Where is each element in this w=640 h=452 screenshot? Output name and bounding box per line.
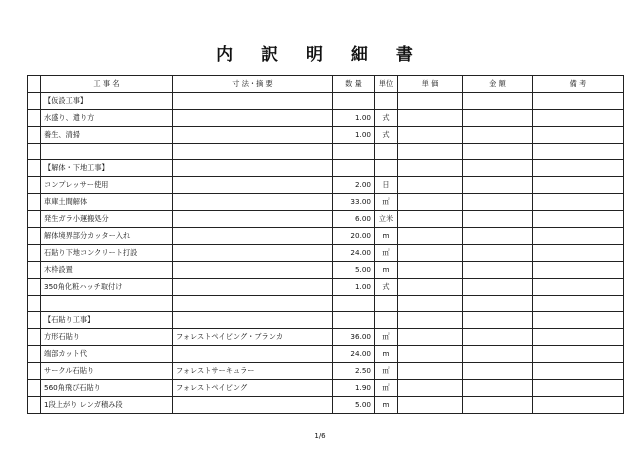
table-row	[28, 312, 624, 329]
remarks-cell	[533, 380, 624, 397]
remarks-cell	[533, 211, 624, 228]
table-row	[28, 177, 624, 194]
table-row	[28, 329, 624, 346]
spec-cell	[173, 346, 333, 363]
amount-cell	[463, 160, 533, 177]
table-row	[28, 346, 624, 363]
unit-cell: 式	[375, 279, 398, 296]
remarks-cell	[533, 194, 624, 211]
spec-cell: フォレストペイビング	[173, 380, 333, 397]
spec-cell	[173, 177, 333, 194]
work-name-cell: 水盛り、遣り方	[41, 110, 173, 127]
quantity-cell: 36.00	[333, 329, 375, 346]
amount-cell	[463, 262, 533, 279]
amount-cell	[463, 194, 533, 211]
remarks-cell	[533, 279, 624, 296]
amount-cell	[463, 127, 533, 144]
header-row	[28, 76, 624, 93]
amount-cell	[463, 296, 533, 312]
quantity-cell: 6.00	[333, 211, 375, 228]
unit-cell: ㎡	[375, 194, 398, 211]
unit-price-cell	[398, 144, 463, 160]
amount-cell	[463, 397, 533, 414]
work-name-cell: 【石貼り工事】	[41, 312, 173, 329]
unit-price-cell	[398, 110, 463, 127]
quantity-cell: 24.00	[333, 245, 375, 262]
row-blank-cell	[28, 194, 41, 211]
table-row	[28, 279, 624, 296]
row-blank-cell	[28, 127, 41, 144]
unit-price-cell	[398, 160, 463, 177]
table-row	[28, 228, 624, 245]
unit-cell: ㎡	[375, 245, 398, 262]
unit-cell: ㎡	[375, 329, 398, 346]
quantity-cell: 33.00	[333, 194, 375, 211]
remarks-cell	[533, 262, 624, 279]
row-blank-cell	[28, 93, 41, 110]
table-row	[28, 211, 624, 228]
row-blank-cell	[28, 262, 41, 279]
table-row	[28, 160, 624, 177]
work-name-cell: 【解体・下地工事】	[41, 160, 173, 177]
spec-cell	[173, 397, 333, 414]
row-blank-cell	[28, 245, 41, 262]
work-name-cell: 350角化粧ハッチ取付け	[41, 279, 173, 296]
unit-cell: 日	[375, 177, 398, 194]
page-number: 1/6	[314, 432, 326, 440]
unit-cell: ㎡	[375, 380, 398, 397]
work-name-cell	[41, 296, 173, 312]
work-name-cell: 発生ガラ小運搬処分	[41, 211, 173, 228]
amount-cell	[463, 279, 533, 296]
quantity-cell	[333, 312, 375, 329]
quantity-cell: 20.00	[333, 228, 375, 245]
remarks-cell	[533, 346, 624, 363]
unit-price-cell	[398, 245, 463, 262]
unit-cell: 立米	[375, 211, 398, 228]
estimate-table	[27, 75, 624, 414]
spec-cell	[173, 279, 333, 296]
spec-cell	[173, 296, 333, 312]
table-row	[28, 110, 624, 127]
quantity-cell	[333, 144, 375, 160]
amount-cell	[463, 312, 533, 329]
spec-cell	[173, 211, 333, 228]
amount-cell	[463, 211, 533, 228]
remarks-cell	[533, 312, 624, 329]
row-blank-cell	[28, 312, 41, 329]
row-blank-cell	[28, 346, 41, 363]
work-name-cell: サークル石貼り	[41, 363, 173, 380]
row-blank-cell	[28, 211, 41, 228]
unit-cell: 式	[375, 127, 398, 144]
unit-price-cell	[398, 177, 463, 194]
amount-cell	[463, 144, 533, 160]
amount-cell	[463, 363, 533, 380]
row-blank-cell	[28, 296, 41, 312]
spec-cell	[173, 144, 333, 160]
row-blank-cell	[28, 110, 41, 127]
header-remarks: 備 考	[533, 76, 624, 93]
row-blank-cell	[28, 228, 41, 245]
quantity-cell: 1.90	[333, 380, 375, 397]
amount-cell	[463, 93, 533, 110]
unit-price-cell	[398, 397, 463, 414]
row-blank-cell	[28, 397, 41, 414]
spec-cell	[173, 228, 333, 245]
unit-price-cell	[398, 228, 463, 245]
unit-price-cell	[398, 127, 463, 144]
table-row	[28, 93, 624, 110]
table-row	[28, 380, 624, 397]
row-blank-cell	[28, 363, 41, 380]
document-title: 内 訳 明 細 書	[216, 45, 424, 65]
unit-price-cell	[398, 262, 463, 279]
unit-cell	[375, 160, 398, 177]
remarks-cell	[533, 397, 624, 414]
unit-price-cell	[398, 380, 463, 397]
remarks-cell	[533, 329, 624, 346]
quantity-cell: 1.00	[333, 110, 375, 127]
unit-cell: m	[375, 346, 398, 363]
unit-price-cell	[398, 211, 463, 228]
quantity-cell: 2.50	[333, 363, 375, 380]
header-blank	[28, 76, 41, 93]
work-name-cell: 560角飛び石貼り	[41, 380, 173, 397]
row-blank-cell	[28, 160, 41, 177]
remarks-cell	[533, 296, 624, 312]
table-row	[28, 262, 624, 279]
row-blank-cell	[28, 279, 41, 296]
amount-cell	[463, 245, 533, 262]
unit-price-cell	[398, 346, 463, 363]
unit-cell	[375, 312, 398, 329]
row-blank-cell	[28, 380, 41, 397]
spec-cell	[173, 312, 333, 329]
spec-cell	[173, 160, 333, 177]
unit-cell	[375, 144, 398, 160]
unit-price-cell	[398, 93, 463, 110]
unit-price-cell	[398, 312, 463, 329]
quantity-cell	[333, 296, 375, 312]
row-blank-cell	[28, 144, 41, 160]
work-name-cell: 【仮設工事】	[41, 93, 173, 110]
work-name-cell: 方形石貼り	[41, 329, 173, 346]
quantity-cell: 5.00	[333, 262, 375, 279]
spec-cell: フォレストサーキュラー	[173, 363, 333, 380]
header-quantity: 数 量	[333, 76, 375, 93]
quantity-cell: 2.00	[333, 177, 375, 194]
table-row	[28, 363, 624, 380]
spec-cell	[173, 194, 333, 211]
unit-cell: ㎡	[375, 363, 398, 380]
unit-price-cell	[398, 296, 463, 312]
work-name-cell	[41, 144, 173, 160]
header-unit: 単位	[375, 76, 398, 93]
quantity-cell: 1.00	[333, 127, 375, 144]
table-row	[28, 127, 624, 144]
table-row	[28, 397, 624, 414]
row-blank-cell	[28, 177, 41, 194]
remarks-cell	[533, 144, 624, 160]
remarks-cell	[533, 228, 624, 245]
remarks-cell	[533, 127, 624, 144]
unit-price-cell	[398, 363, 463, 380]
amount-cell	[463, 346, 533, 363]
amount-cell	[463, 329, 533, 346]
unit-cell	[375, 93, 398, 110]
table-row	[28, 144, 624, 160]
amount-cell	[463, 228, 533, 245]
quantity-cell	[333, 160, 375, 177]
unit-cell: 式	[375, 110, 398, 127]
spec-cell	[173, 110, 333, 127]
work-name-cell: 養生、清掃	[41, 127, 173, 144]
quantity-cell	[333, 93, 375, 110]
spec-cell	[173, 127, 333, 144]
quantity-cell: 1.00	[333, 279, 375, 296]
table-row	[28, 296, 624, 312]
table-row	[28, 194, 624, 211]
quantity-cell: 24.00	[333, 346, 375, 363]
amount-cell	[463, 177, 533, 194]
work-name-cell: 1段上がり レンガ積み段	[41, 397, 173, 414]
spec-cell	[173, 262, 333, 279]
unit-price-cell	[398, 194, 463, 211]
spec-cell: フォレストペイビング・ブランカ	[173, 329, 333, 346]
header-amount: 金 額	[463, 76, 533, 93]
work-name-cell: 解体境界部分カッター入れ	[41, 228, 173, 245]
remarks-cell	[533, 363, 624, 380]
spec-cell	[173, 245, 333, 262]
spec-cell	[173, 93, 333, 110]
work-name-cell: 石貼り下地コンクリート打設	[41, 245, 173, 262]
unit-price-cell	[398, 279, 463, 296]
table-body	[28, 93, 624, 414]
work-name-cell: 車庫土間解体	[41, 194, 173, 211]
header-spec: 寸 法・摘 要	[173, 76, 333, 93]
remarks-cell	[533, 93, 624, 110]
unit-price-cell	[398, 329, 463, 346]
remarks-cell	[533, 245, 624, 262]
row-blank-cell	[28, 329, 41, 346]
work-name-cell: コンプレッサー使用	[41, 177, 173, 194]
remarks-cell	[533, 177, 624, 194]
unit-cell: m	[375, 397, 398, 414]
header-unit-price: 単 価	[398, 76, 463, 93]
unit-cell: m	[375, 228, 398, 245]
work-name-cell: 木枠設置	[41, 262, 173, 279]
unit-cell	[375, 296, 398, 312]
work-name-cell: 端部カット代	[41, 346, 173, 363]
remarks-cell	[533, 160, 624, 177]
quantity-cell: 5.00	[333, 397, 375, 414]
remarks-cell	[533, 110, 624, 127]
unit-cell: m	[375, 262, 398, 279]
table-row	[28, 245, 624, 262]
header-work-name: 工 事 名	[41, 76, 173, 93]
amount-cell	[463, 110, 533, 127]
amount-cell	[463, 380, 533, 397]
